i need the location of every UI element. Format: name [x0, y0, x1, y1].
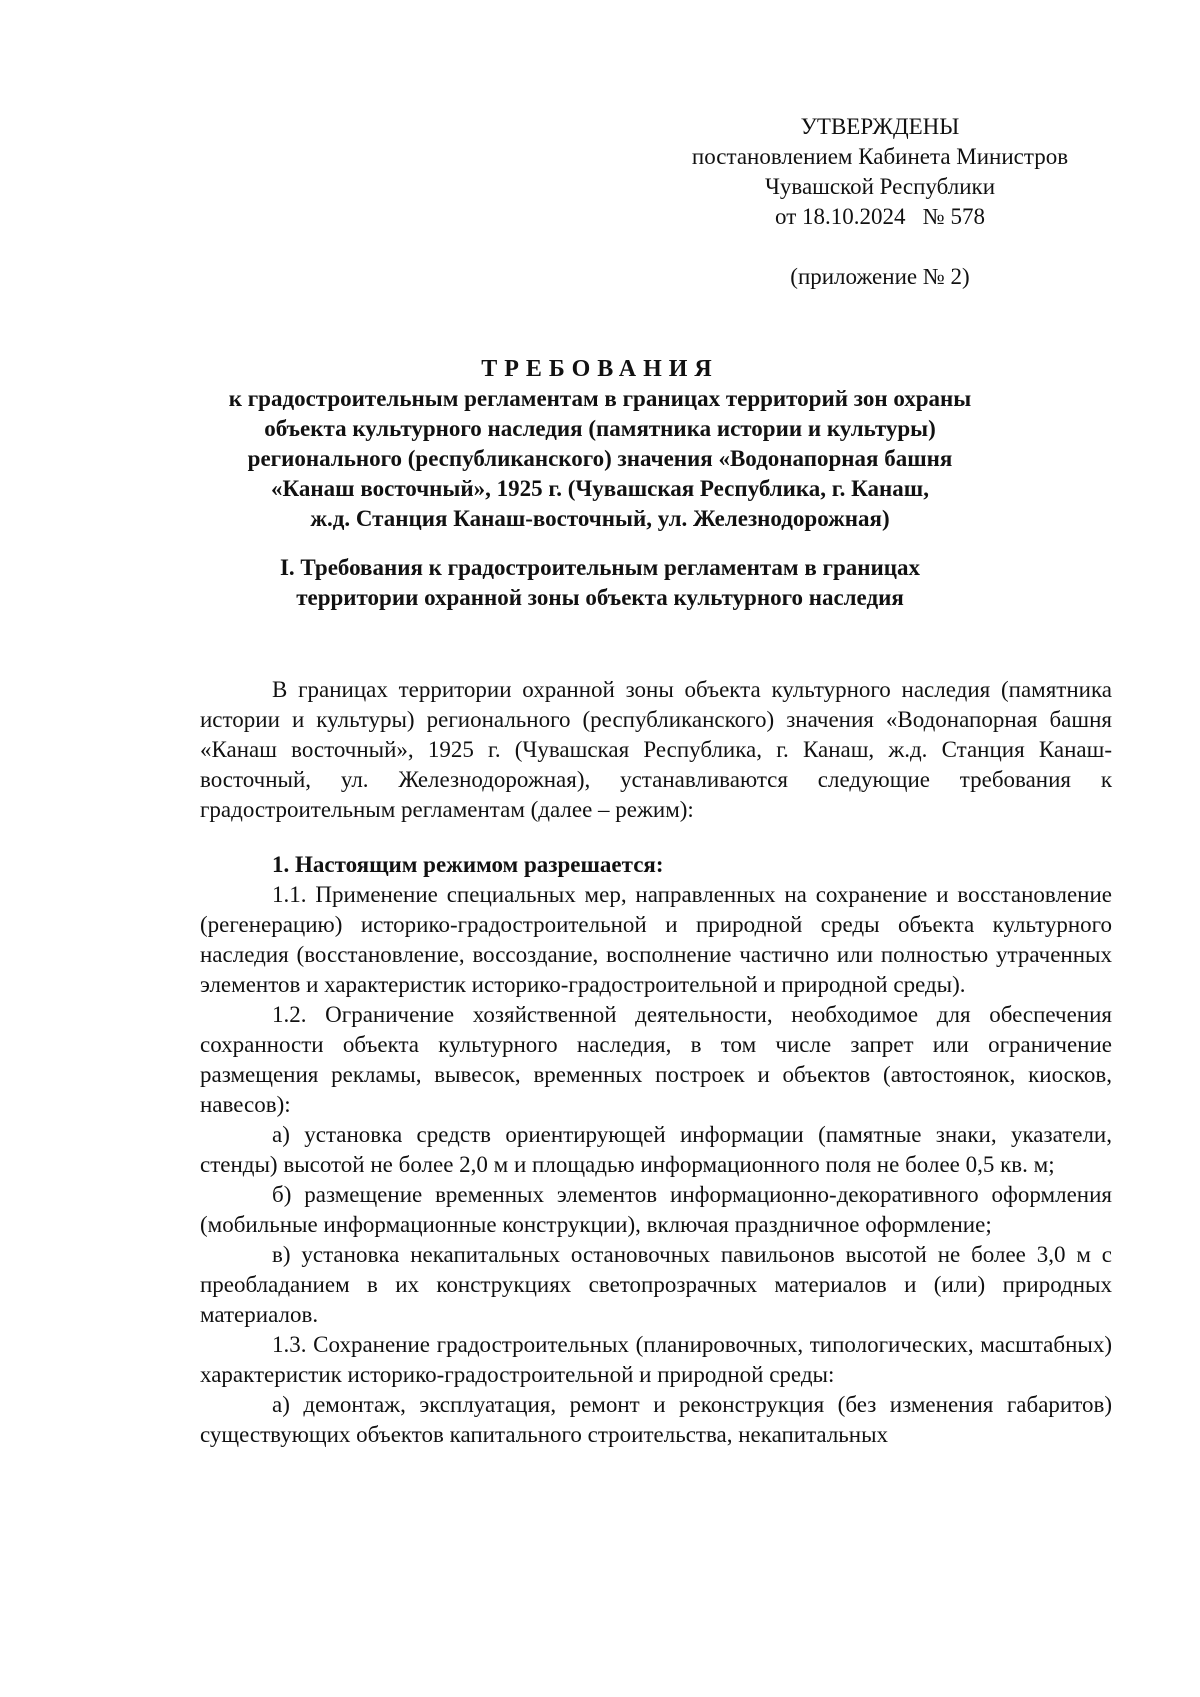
approval-region: Чувашской Республики — [764, 174, 996, 199]
body-text — [200, 675, 1112, 1450]
title-heading: ТРЕБОВАНИЯ — [481, 356, 719, 382]
clause-1-3-a: а) демонтаж, эксплуатация, ремонт и реконструкция (без изменения габаритов) существующих объектов капитального строительства, некапитальных — [200, 1392, 1112, 1447]
section-heading-line: I. Требования к градостроительным регламентам в границах — [279, 555, 921, 580]
clause-1-2-v: в) установка некапитальных остановочных павильонов высотой не более 3,0 м с преобладанием в их конструкциях светопрозрачных материалов и (или) природных материалов. — [200, 1242, 1112, 1327]
title-line: регионального (республиканского) значения «Водонапорная башня — [247, 446, 953, 471]
clause-1-heading: 1. Настоящим режимом разрешается: — [272, 852, 664, 877]
title-line: ж.д. Станция Канаш-восточный, ул. Железнодорожная) — [310, 506, 890, 531]
section-heading — [200, 553, 1000, 613]
clause-1-2-a: а) установка средств ориентирующей информации (памятные знаки, указатели, стенды) высотой не более 2,0 м и площадью информационного поля не более 0,5 кв. м; — [200, 1122, 1112, 1177]
clause-1-3: 1.3. Сохранение градостроительных (планировочных, типологических, масштабных) характеристик историко-градостроительной и природной среды: — [200, 1332, 1112, 1387]
approval-status: УТВЕРЖДЕНЫ — [800, 114, 960, 139]
approval-date-number: от 18.10.2024 № 578 — [775, 204, 985, 229]
title-line: к градостроительным регламентам в границах территорий зон охраны — [228, 386, 972, 411]
clause-1-2: 1.2. Ограничение хозяйственной деятельности, необходимое для обеспечения сохранности объекта культурного наследия, в том числе запрет или ограничение размещения рекламы, вывесок, временных построек и объектов (автостоянок, киосков, навесов): — [200, 1002, 1112, 1117]
approval-authority: постановлением Кабинета Министров — [691, 144, 1069, 169]
title-line: объекта культурного наследия (памятника истории и культуры) — [264, 416, 936, 441]
approval-block — [660, 112, 1100, 292]
clause-1-2-b: б) размещение временных элементов информационно-декоративного оформления (мобильные информационные конструкции), включая праздничное оформление; — [200, 1182, 1112, 1237]
clause-1-1: 1.1. Применение специальных мер, направленных на сохранение и восстановление (регенерацию) историко-градостроительной и природной среды объекта культурного наследия (восстановление, воссоздание, восполнение частично или полностью утраченных элементов и характеристик историко-градостроительной и природной среды). — [200, 882, 1112, 997]
intro-paragraph: В границах территории охранной зоны объекта культурного наследия (памятника истории и культуры) регионального (республиканского) значения «Водонапорная башня «Канаш восточный», 1925 г. (Чувашская Республика, г. Канаш, ж.д. Станция Канаш-восточный, ул. Железнодорожная), устанавливаются следующие требования к градостроительным регламентам (далее – режим): — [200, 677, 1112, 822]
annex-label: (приложение № 2) — [790, 264, 970, 289]
document-title — [200, 354, 1000, 534]
title-line: «Канаш восточный», 1925 г. (Чувашская Республика, г. Канаш, — [271, 476, 929, 501]
section-heading-line: территории охранной зоны объекта культурного наследия — [296, 585, 904, 610]
